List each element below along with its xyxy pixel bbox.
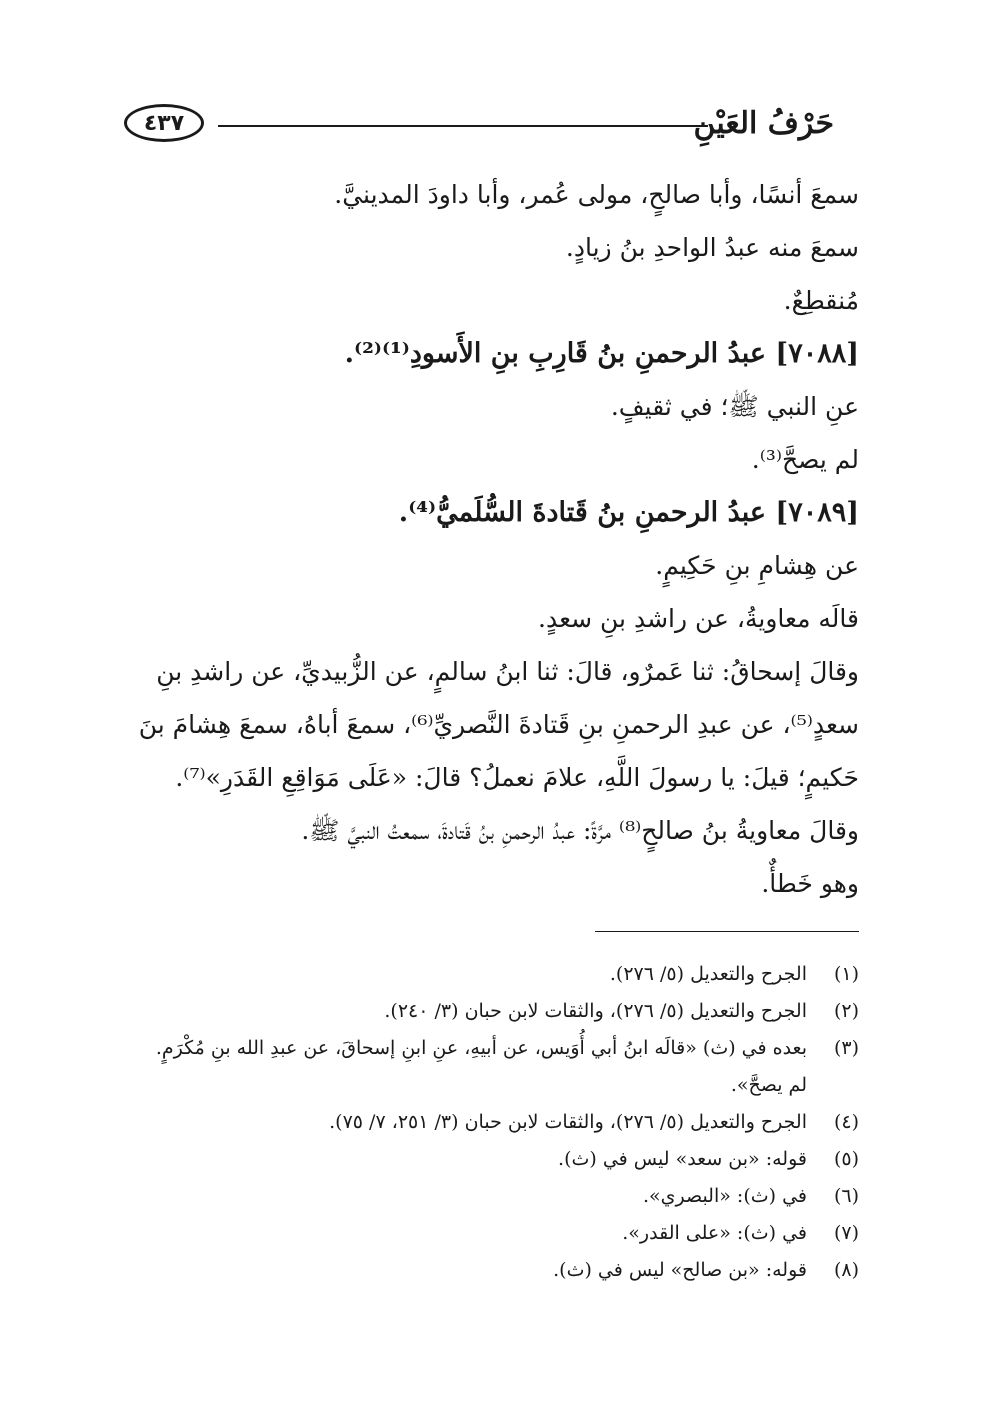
footnote-text: في (ث): «على القدر». (622, 1222, 807, 1244)
footnote-text: في (ث): «البصري». (642, 1185, 807, 1207)
text-line: وقالَ معاويةُ بنُ صالحٍ⁽⁸⁾ مرَّةً: عبدُ الرحمنِ بنُ قَتادةَ، سمعتُ النبيَّ ﷺ. (301, 816, 859, 845)
footnote (133, 1178, 859, 1215)
entry-heading-7088: [٧٠٨٨] عبدُ الرحمنِ بنُ قَارِبِ بنِ الأَسودِ⁽¹⁾⁽²⁾. (344, 338, 859, 369)
text-line: قالَه معاويةُ، عن راشدِ بنِ سعدٍ. (538, 604, 859, 633)
footnote-number: (٢) (833, 1000, 859, 1022)
main-text (133, 168, 859, 910)
text-line: عن هِشامِ بنِ حَكِيمٍ. (655, 551, 859, 580)
footnote-text: قوله: «بن صالح» ليس في (ث). (553, 1259, 807, 1281)
footnote-text: قوله: «بن سعد» ليس في (ث). (558, 1148, 807, 1170)
entry-heading-7089: [٧٠٨٩] عبدُ الرحمنِ بنُ قَتادةَ السُّلَميُّ⁽⁴⁾. (398, 497, 859, 528)
footnote (133, 1215, 859, 1252)
footnote-number: (١) (833, 963, 859, 985)
text-line: سمعَ منه عبدُ الواحدِ بنُ زيادٍ. (565, 233, 859, 262)
text-line: مُنقطِعٌ. (783, 286, 859, 315)
footnote-separator (595, 931, 859, 932)
page-header (124, 104, 834, 152)
text-line: لم يصحَّ⁽³⁾. (751, 445, 859, 474)
chapter-title: حَرْفُ العَيْنِ (693, 106, 834, 141)
footnote-number: (٣) (833, 1037, 859, 1059)
footnote (133, 1030, 859, 1104)
footnote-number: (٤) (833, 1111, 859, 1133)
text-line: وهو خَطأٌ. (761, 869, 859, 898)
header-rule (218, 125, 708, 127)
footnote-text: الجرح والتعديل (٥/ ٢٧٦)، والثقات لابن حبان (٣/ ٢٤٠). (384, 1000, 807, 1022)
footnote (133, 1141, 859, 1178)
footnotes (133, 956, 859, 1289)
footnote (133, 993, 859, 1030)
footnote-number: (٥) (833, 1148, 859, 1170)
page-number: ٤٣٧ (124, 104, 204, 142)
footnote-text: الجرح والتعديل (٥/ ٢٧٦)، والثقات لابن حبان (٣/ ٢٥١، ٧/ ٧٥). (329, 1111, 807, 1133)
footnote-number: (٧) (833, 1222, 859, 1244)
paragraph-line: حَكيمٍ؛ قيلَ: يا رسولَ اللَّهِ، علامَ نعملُ؟ قالَ: «عَلَى مَوَاقِعِ القَدَرِ»⁽⁷⁾. (175, 763, 859, 792)
paragraph-line: سعدٍ⁽⁵⁾، عن عبدِ الرحمنِ بنِ قَتادةَ النَّصريِّ⁽⁶⁾، سمعَ أباهُ، سمعَ هِشامَ بنَ (138, 710, 859, 739)
footnote (133, 1252, 859, 1289)
footnote-number: (٨) (833, 1259, 859, 1281)
text-line: سمعَ أنسًا، وأبا صالحٍ، مولى عُمر، وأبا داودَ المدينيَّ. (334, 180, 859, 209)
footnote (133, 1104, 859, 1141)
text-line: عنِ النبي ﷺ؛ في ثقيفٍ. (610, 392, 859, 421)
paragraph-line: وقالَ إسحاقُ: ثنا عَمرٌو، قالَ: ثنا ابنُ سالمٍ، عن الزُّبيديِّ، عن راشدِ بنِ (156, 657, 859, 686)
footnote-number: (٦) (833, 1185, 859, 1207)
footnote-text: بعده في (ث) «قالَه ابنُ أبي أُوَيس، عن أبيهِ، عنِ ابنِ إسحاقَ، عن عبدِ الله بنِ مُكْرَمٍ. لم يصحَّ». (155, 1037, 807, 1096)
footnote-text: الجرح والتعديل (٥/ ٢٧٦). (609, 963, 807, 985)
footnote (133, 956, 859, 993)
